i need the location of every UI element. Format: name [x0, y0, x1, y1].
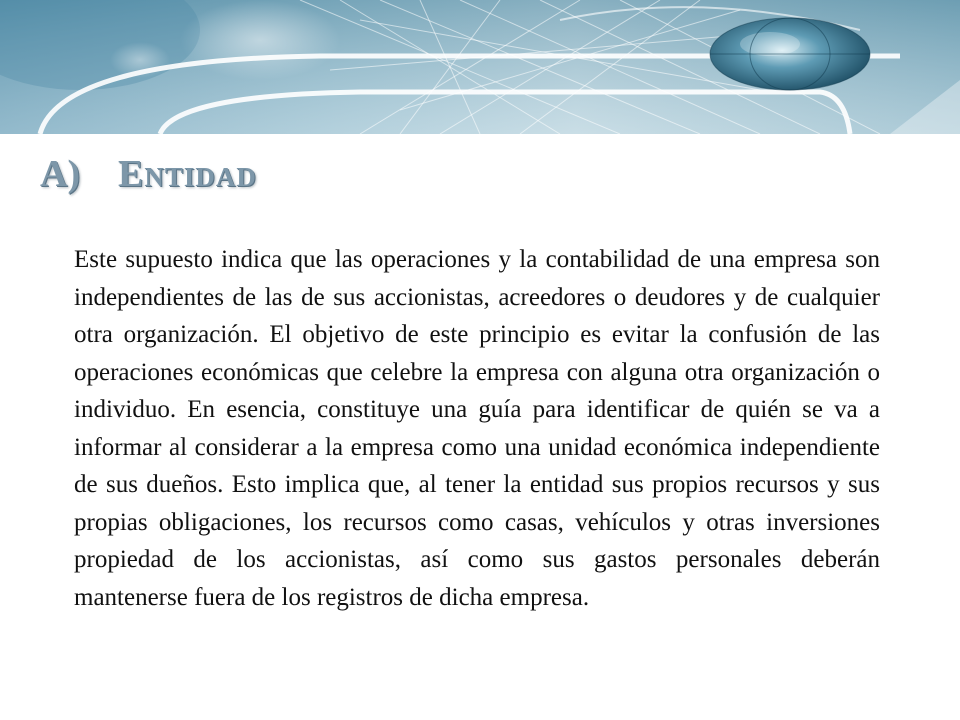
- section-letter: A): [40, 153, 81, 195]
- section-title: Entidad: [118, 153, 257, 195]
- banner-graphic: [0, 0, 960, 134]
- body-paragraph: Este supuesto indica que las operaciones y la contabilidad de una empresa son independientes de las de sus accionistas, acreedores o deudores y de cualquier otra organización. El objetivo de este principio es evitar la confusión de las operaciones económicas que celebre la empresa con alguna otra organización o individuo. En esencia, constituye una guía para identificar de quién se va a informar al considerar a la empresa como una unidad económica independiente de sus dueños. Esto implica que, al tener la entidad sus propios recursos y sus propias obligaciones, los recursos como casas, vehículos y otras inversiones propiedad de los accionistas, así como sus gastos personales deberán mantenerse fuera de los registros de dicha empresa.: [74, 246, 880, 611]
- header-banner: [0, 0, 960, 134]
